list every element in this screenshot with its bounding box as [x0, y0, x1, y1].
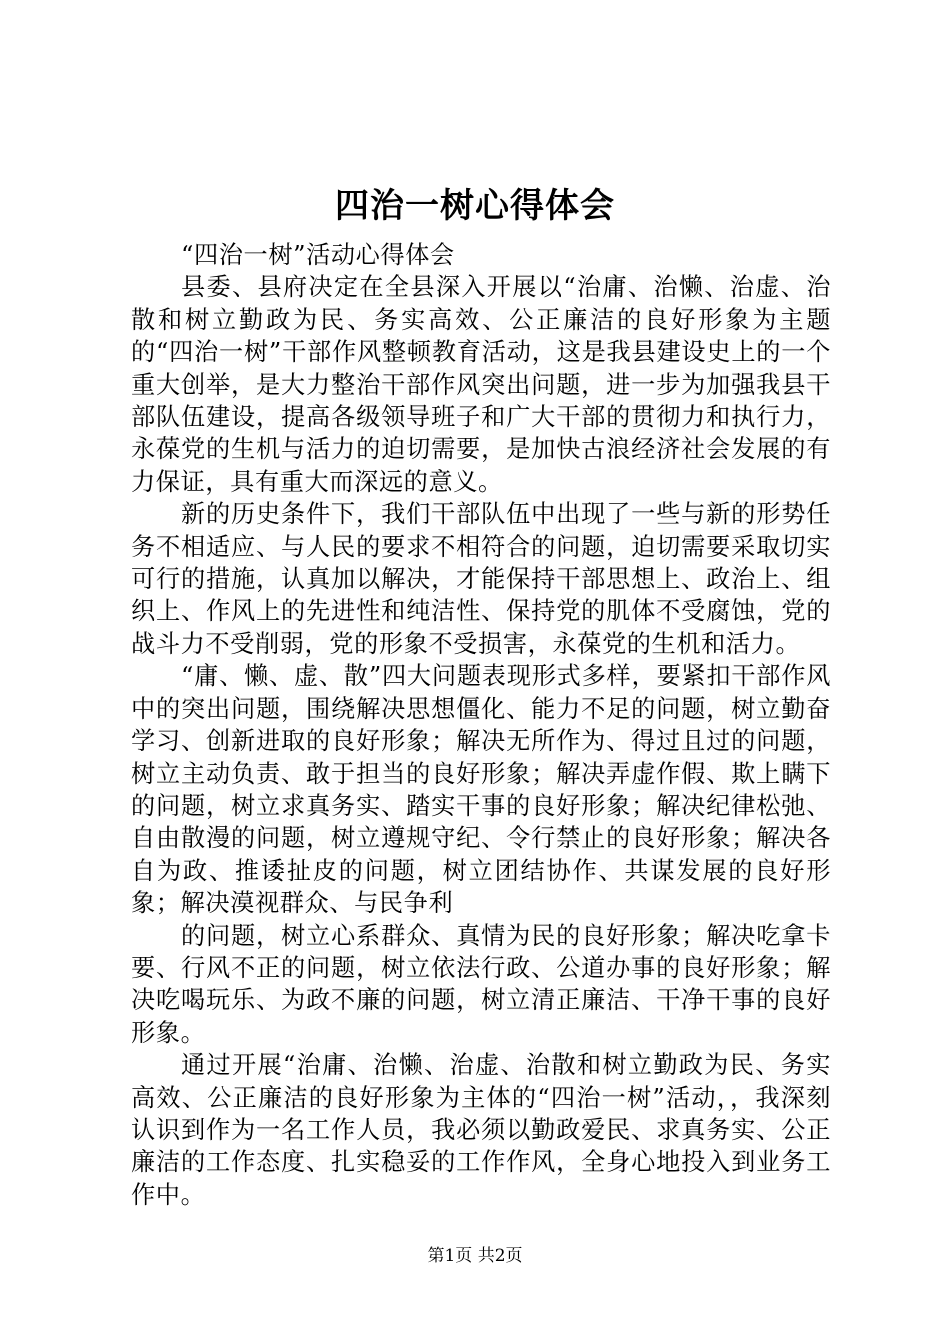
document-body — [131, 239, 831, 1211]
body-paragraph: “庸、懒、虚、散”四大问题表现形式多样，要紧扣干部作风中的突出问题，围绕解决思想僵化、能力不足的问题，树立勤奋学习、创新进取的良好形象；解决无所作为、得过且过的问题，树立主动负责、敢于担当的良好形象；解决弄虚作假、欺上瞒下的问题，树立求真务实、踏实干事的良好形象；解决纪律松弛、自由散漫的问题，树立遵规守纪、令行禁止的良好形象；解决各自为政、推诿扯皮的问题，树立团结协作、共谋发展的良好形象；解决漠视群众、与民争利 — [131, 662, 831, 918]
page-footer — [0, 1244, 950, 1268]
subtitle-paragraph: “四治一树”活动心得体会 — [181, 241, 455, 269]
body-paragraph: 新的历史条件下，我们干部队伍中出现了一些与新的形势任务不相适应、与人民的要求不相符合的问题，迫切需要采取切实可行的措施，认真加以解决，才能保持干部思想上、政治上、组织上、作风上的先进性和纯洁性、保持党的肌体不受腐蚀，党的战斗力不受削弱，党的形象不受损害，永葆党的生机和活力。 — [131, 500, 831, 658]
body-paragraph: 通过开展“治庸、治懒、治虚、治散和树立勤政为民、务实高效、公正廉洁的良好形象为主体的“四治一树”活动，，我深刻认识到作为一名工作人员，我必须以勤政爱民、求真务实、公正廉洁的工作态度、扎实稳妥的工作作风，全身心地投入到业务工作中。 — [131, 1051, 831, 1209]
document-title: 四治一树心得体会 — [335, 186, 615, 226]
body-paragraph: 县委、县府决定在全县深入开展以“治庸、治懒、治虚、治散和树立勤政为民、务实高效、公正廉洁的良好形象为主题的“四治一树”干部作风整顿教育活动，这是我县建设史上的一个重大创举，是大力整治干部作风突出问题，进一步为加强我县干部队伍建设，提高各级领导班子和广大干部的贯彻力和执行力，永葆党的生机与活力的迫切需要，是加快古浪经济社会发展的有力保证，具有重大而深远的意义。 — [131, 273, 831, 496]
page-number-label: 第1页 共2页 — [427, 1246, 523, 1266]
body-paragraph: 的问题，树立心系群众、真情为民的良好形象；解决吃拿卡要、行风不正的问题，树立依法行政、公道办事的良好形象；解决吃喝玩乐、为政不廉的问题，树立清正廉洁、干净干事的良好形象。 — [131, 921, 831, 1047]
